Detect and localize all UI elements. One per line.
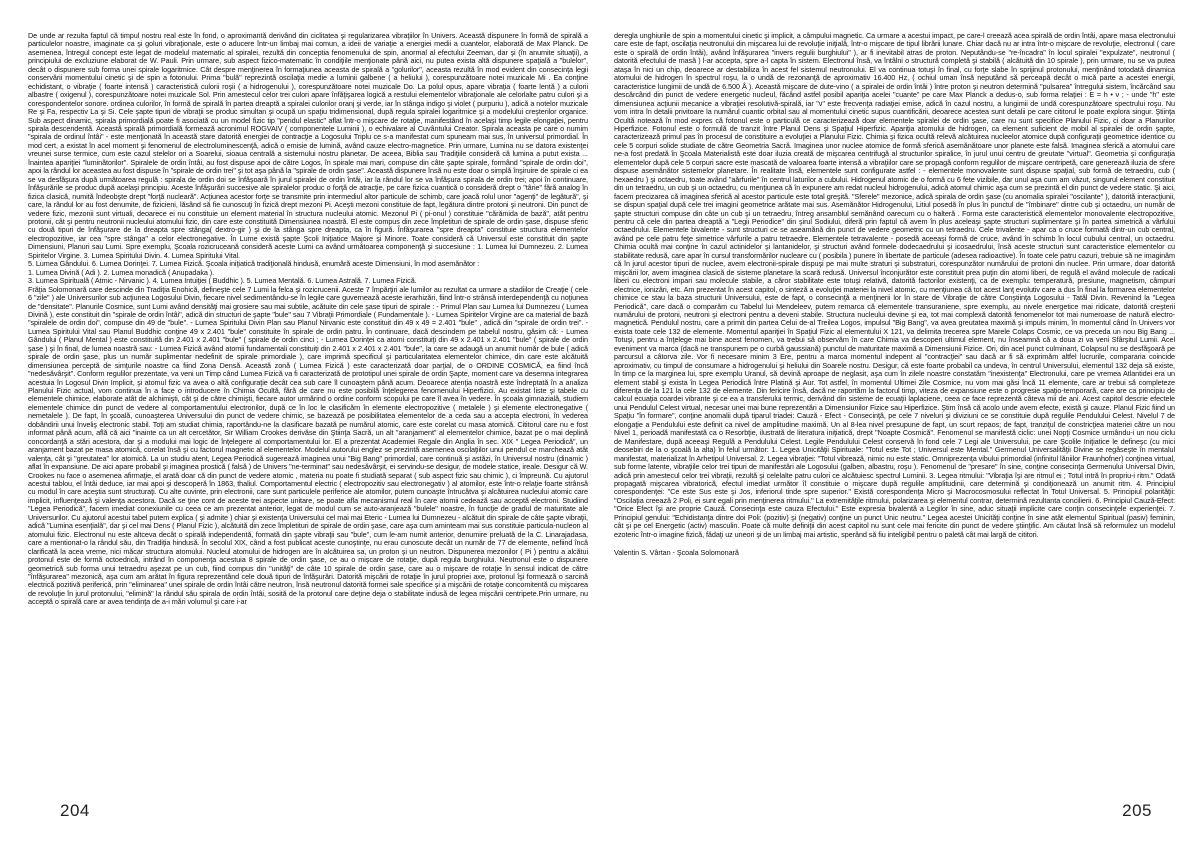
left-page-number: 204 [60,801,90,820]
left-paragraph-3: 1. Lumea Divină ( Adi ). 2. Lumea monadică ( Anupadaka ). [28,267,215,277]
left-paragraph-1: De unde ar rezulta faptul că timpul nostru real este în fond, o aproximantă derivând din ciclitatea şi regularizarea vibraţiilor în Univers. Această dispunere în formă de spirală a particulelor noastre, imaginate ca şi goluri vibraţionale, este o aducere într-un limbaj mai comun, a ideii de variaţie a energiei medii a cuantelor, elaborată de Max Planck. De asemenea, întregul concept este legat de modelul matematic al spiralei, rezultă din conceptia fenomenului de spin, anormal al efectului Zeeman, dar şi (în anumite situaţii), a principiului de excluziune elaborat de W. Pauli. Prin urmare, sub aspect fizico-matematic în condiţiile menţionate până aici, nu putea exista altă dispunere spaţială a "bulelor", decât o dispunere sub forma unei spirale logaritmice. Cât despre menţinerea în formaţiunea aceasta de spirală a "golurilor", aceasta rezultă în mod evident din consecinţa legii conservării momentului cinetic şi de spin a fotonului. Prima "bulă" reprezintă oscilaţia medie a luminii galbene ( a heliului ), corespunzătoare notei muzicale Mi . Ea conţine echidistant, o vibraţie ( foarte intensă ) caracteristică culorii roşii ( a hidrogenului ), corespunzătoare notei muzicale Do. La polul opus, apare vibraţia ( foarte lentă ) a culorii albastre ( oxigenul ), corespunzătoare notei muzicale Sol. Prin amestecul celor trei culori apare înfăţişarea logică a restului elementelor vibraţionale ale celorlalte patru culori şi a corespondentelor sonore. ordinea culorilor, în formă de spirală în partea dreaptă a spiralei culorilor oranj şi verde, iar în stânga indigo şi violet ( purpuriu ), adică a notelor muzicale Re şi Fa, respectiv La şi Si. Cele şapte tipuri de vibraţii se produc simultan şi ocupă un spaţiu tridimensional, după regula spiralei logaritmice şi a modelului creşterilor organice. Sub aspect dinamic, spirala primordială poate fi asociată cu un model fizic tip "pendul elastic" aflat într-o mişcare de rotaţie, manifestând în acelaşi timp legile elongaţiei, pentru spirala descendentă. Această spirală primordială formează acronimul ROGVAIV ( componentele Luminii ), o echivalare al Cuvântului Creator. Spirala aceasta pe care o numim "spirala de ordinul întâi" - este menţionată în această stare datorită energiei de contracţie a Logosului Triplu ce s-a manifestat cum spuneam mai sus, în universul primordial. În mod cert, a existat în acel moment şi fenomenul de electroluminescenţă, adică o emisie de lumină, având cauze electro-magnetice. Prin urmare, Lumina nu se datora existenţei vreunei surse termice, cum este cazul stelelor ori a Soarelui, sioaua centrală a sistemului nostru planetar. De aceea, Biblia sau Tradiţiile consideră că lumina a putut exista ... înaintea apariţiei "luminătorilor". Spiralele de ordin întâi, au fost dispuse apoi de către Logos, în spirale mai mari, compuse din câte şapte spirale, formând "spirale de ordin doi", apoi la rândul lor aceastea au fost dispuse în "spirale de ordin trei" şi tot aşa până la "spirale de ordin şase". Această dispunere însă nu este doar o simplă înşiruire de spirale ci ea se va desfăşura după următoarea regulă : spirala de ordin doi se înfăşoară în jurul spiralei de ordin întâi, iar la rândul lor se va înfăşura spirala de ordin trei; apoi în continuare, înfăşurările se produc după acelaşi principiu. Aceste înfăşurări succesive ale spiralelor produc o forţă de atracţie, pe care fizica cuantică o consideră drept o "târie" fără analog în fizica clasică, numită îndeobşte drept "forţă nucleară". Acţiunea acestor forţe se transmite prin intermediul altor particule de schimb, care joacă rolul unor "agenţi" de legătură", şi care, la rândul lor au fost denumite, de fizicieni, lăsând să fie cunoscuţi în fizică drept mezoni Pi. Aceşti mezoni constituie de fapt, legătura dintre protoni şi neutroni. Din punct de vedere fizic, mezonii sunt virtuali, deoarece ei nu constituie un element material în structura nucleului atomic. Mezonul Pi ( pi-onul ) constituie "cărămida de bază", atât pentru protonii, cât şi pentru neutronii nucleului atomului fizic, din care este constituită Dimensiunea noastră. El este compus din zece împletituri de spirale de ordin şase, dispuse sferic cu două tipuri de înfăşurare de la dreapta spre stânga( dextro-gir ) şi de la stânga spre dreapta, ca în figură. Înfăşurarea "spre dreapta" constituie structura elementelor electropozitive, iar cea "spre stânga" a celor electronegative. În Lume există şapte Şcoli Iniţiatice Majore şi Minore. Toate consideră că Universul este constituit din şapte Dimensiuni, Planuri sau Lumi. Spre exemplu, Şcoala rozicruceană consideră aceste Lumi ca având următoarea componenţă şi succesiune : 1. Lumea lui Dumnezeu. 2. Lumea Spiritelor Virgine. 3. Lumea Spiritului Divin. 4. Lumea Spiritului Vital. [28,32,588,260]
left-text-column [28,32,588,816]
left-paragraph-5: Frăţia Solomonară care descinde din Tradiţia Enohică, defineşte cele 7 Lumi la felca şi rozicrucenii. Aceste 7 împărţiri ale lumilor au rezultat ca urmare a stadiilor de Creaţie ( cele 6 "zile" ) ale Universurilor sub acţiunea Logosului Divin, fiecare nivel sedimentându-se în legile care guvernează aceste ierarhizări, fiind într-o strânsă interdependenţă cu noţiunea de "densitate". Planurile Cosmice, sunt Lumi având densităţi mai grosiere sau mai subtile, acătuite din cele şase tipuri de spirale : - Primul Plan sau Lumea lui Dumnezeu ( Lumea Divină ), este constituit din "spirale de ordin întâi", adică din structuri de şapte "bule" sau 7 Vibraţii Primordiale ( Fundamentale ). - Lumea Spiritelor Virgine are ca material de bază "spiralele de ordin doi", compuse din 49 de "bule". - Lumea Spiritului Divin Plan sau Planul Nirvanic este constituit din 49 x 49 = 2.401 "bule" , adică din "spirale de ordin trei". - Lumea Spiritului Vital sau Planul Buddhic conţine 49 x 2.401 "bule" constituite în spirale de ordin patru. În continuare, dacă descindem pe tabelul nostru, găsim că: - Lumea Gândului ( Planul Mental ) este constituită din 2.401 x 2.401 "bule" ( spirale de ordin cinci ; - Lumea Dorinţei ca atomi constituiţi din 49 x 2.401 x 2.401 "bule" ( spirale de ordin şase ) şi în final, de lumea noastră sau: - Lumea Fizică având atomii fundamentali constituiţi din 2.401 x 2.401 x 2.401 "bule", la care se adaugă un anumit număr de bule ( adică spirale de ordin şase, plus un număr suplimentar nedefinit de spirale primordiale ), care imprimă specificul şi particularitatea elementelor chimice, din care este alcătuită dimensiunea perceptă de simţurile noastre ca fiind Zona Densă. Această zonă ( Lumea Fizică ) este caracterizată doar parţial, de o ORDINE COSMICĂ, ea fiind încă "nedesăvârşit". Conform regulilor prezentate, va veni un Timp când Lumea Fizică va fi caracterizată de prototipul unei spirale de ordin Şapte, moment care va desemna integrarea acestuia în Logosul Divin Implicit, şi atomul fizic va avea o altă configuraţie decât cea sub care îl cunoaştem până acum. Deoarece atenţia noastră este îndreptată în a analiza Planului Fizic actual, vom continua în a face o introducere în Chimia Ocultă, fără de care nu este posibilă înţelegerea fenomenului Hiperfizici. Au existat liste şi tabele cu elementele chimice, elaborate atât de alchimişti, cât şi de către chimişti, fiecare autor urmărind o ordine conform scopului pe care îl avea în vedere. În şcoala gimnazială, studiem elementele chimice din punct de vedere al comportamentului electronilor, după ce în loc le clasificăm în elemente electropozitive ( metalele ) şi elemente electronegative ( nemetalele ). De fapt, în şcoală, cunoaşterea Universului din punct de vedere chimic, se bazează pe posibilitatea elementelor de a ceda sau a accepta electroni, în vederea dobândirii unui înveliş electronic stabil. Toţi am studiat chimia, raportându-ne la clasificare bazată pe numărul atomic, care este corelat cu masa atomică. Cititorul care nu e fost informat până acum, află că aici "inainte ca un alt cercetător, Sir William Crookes derivăse din Ştiinţa Sacră, un alt "aranjament" al elementelor chimice, bazat pe o mai deplină concordanţă a stări acestora, dar şi a modului mai logic de înţelegere al comportamentului lor. El a prezentat Academiei Regale din Anglia în sec. XIX " Legea Periodică", un aranjament bazat pe masa atomică, corelat însă şi cu factorul magnetic al elementelor. Modelul autorului englez se prezintă asemenea oscilaţiilor unui pendul ce marchează atât valenţa, cât şi "greutatea" lor atomică. La un studiu atent, Legea Periodică sugerează imaginea unui "Big Bang" primordial, care continuă şi astăzi, în Universul nostru (dinamic ) aflat în expansiune. De aici apare probabil şi imaginea prostică ( falsă ) de Univers "ne-terminat" sau nedesăvârşit, ei servindu-se desigur, de modele statice, ireale. Desigur că W. Crookes nu face o asemenea afirmaţie, el arată doar că din punct de vedere atomic , materia nu poate fi studiată separat ( sub aspect fizic sau chimic ), ci împreună. Cu ajutorul acestui tablou, el întâi deduce, iar mai apoi şi descoperă în 1863, thaliul. Comportamentul electric ( electropozitiv sau electronegativ ) al atomilor, este într-o relaţie foarte strânsă cu modul în care aceştia sunt structuraţi. Cu alte cuvinte, prin electronii, care sunt particulele periferice ale atomilor, putem cunoaşte întrucâtva şi alcătuirea nucleului atomic care implicit, influenţează şi valenţa acestora. Dacă se ţine cont de aceste trei aspecte unitare, se poate afla mecanismul real în care atomii cedează sau acceptă electroni. Studiind "Legea Periodică", facem imediat conexiunile cu ceea ce am prezentat anterior, legat de modul cum se auto-aranjează "bulele" noastre, în funcţie de gradul de maturitate ale Universurilor. Cu ajutorul acestui tabel putem explica ( şi admite ) chiar şi existenţa Universului cel mai mai Eteric - Lumea lui Dumnezeu - alcătuit din spirale de câte şapte vibraţii, adică "Lumina esenţială", dar şi cel mai Dens ( Planul Fizic ), alcătuită din zece împletituri de spirale de ordin şase, care aşa cum aminteam mai sus constituie particula-nucleon al atomului fizic. Electronul nu este altceva decât o spirală independentă, formată din şapte vibraţii sau "bule", cum le-am numit anterior, denumire preluată de la C. Linarajadasa, care a mentionat-o la rândul său, din Tradiţia hindusă. În secolul XIX, când a fost publicat aceste cunoştinţe, nu erau cunoscute decât un număr de 77 de elemente, nefiind încă clarificată la acea vreme, nici măcar structura atomului. Nucleul atomului de hidrogen are în alcătuirea sa, un proton şi un neutron. Dispunerea mezonilor ( Pi ) pentru a alcătui protonul este de formă octoedrică, intrând în componenţa acestuia 8 spirale de ordin şase, ce au o mişcare de rotaţie, după regula burghiului. Neutronul este o dispunere geometrică sub forma unui tetraedru aşezat pe un cub, fiind compus din "unităţi" de câte 10 spirale de ordin şase, care au o mişcare de rotaţie în sensul indicat de către "înfăşurarea" mezonică, aşa cum am arătat în figura reprezentând cele două tipuri de înfăşurări. Datorită mişcării de rotaţie în jurul propriei axe, protonul îşi formează o sarcină electrică pozitivă periferică, prin "eliminarea" unei spirale de ordin întâi către neutron, însă neutronul datorită formei sale specifice şi a mişcării de rotaţie concomitentă cu mişcarea de revoluţie în jurul protonului, "elimină" la rândul său spirala de ordin întâi, sosită de la protonul care deţine deja o stabilitate indusă de legea mişcării centripete.Prin urmare, nu acceptă o spirală care ar avea tendinţa de a-i mări volumul şi care i-ar [28,284,588,607]
right-text-column [614,32,1175,737]
right-page [600,0,1200,848]
author-signature: Valentin S. Vârtan - Şcoala Solomonară [614,548,739,558]
right-paragraph-1: deregla unghiurile de spin a momentului cinetic şi implicit, a câmpului magnetic. Ca urmare a acestui impact, pe care-l creează acea spirală de ordin întâi, apare masa electronului care este de fapt, oscilaţia neutronului din mişcarea lui de revoluţie iniţială, într-o mişcare de tipul librării lunare. Chiar dacă nu ar intra într-o mişcare de revoluţie, electronul ( care este o spirală de ordin întâi), având înfăşurarea "invers regulii burghiului" ), ar fi inevitabil atras de proton. Neputându-se "re-încadra" în locul spiralei "expulzate", neutronul ( datorită efectului de masă ) l-ar accepta, spre a-l capta în sistem. Electronul însă, va întâlni o structură completă şi stabilă ( alcătuită din 10 spirale ), prin urmare, nu se va putea ataşa în nici un chip, deoarece ar destabiliza în acest fel sistemul neutronului. El va continua totuşi în final, cu forţe slabe în sprijinul protonului, menţinând totodată dinamica atomului de hidrogen în spectrul roşu, la o undă de rezonanţă de aproximativ 16.400 Hz, ( ochiul uman însă neputând să perceapă decât o mică parte a acestei energii, caracteristice lungimii de undă de 6.500 Å ). Această mişcare de dute-vino ( a spiralei de ordin întâi ) între proton şi neutron determină "pulsarea" întregului sistem, încărcând sau descărcând din punct de vedere energetic nucleul, făcând astfel posibil apariţia acelei "cuante" pe care Max Planck a dedus-o, sub forma relaţiei : E = h • ν ; - unde "h" este dimensiunea acţiunii mecanice a vibraţiei resolutivă-spirală, iar "ν" este frecvenţa radiaţiei emise, adică în cazul nostru, a lungimii de undă corespunzătoare spectrului roşu. Nu vom intra în detalii privitoare la numărul cuantic orbital sau al momentului cinetic supus cuantificării, deoarece acestea sunt detalii pe care cititorul le poate explora singur. Ştiinţa Ocultă notează în mod expres că fotonul este o particulă ce caracterizează doar elementele spiralei de ordin şase, care nu sunt specifice Planului Fizic, ci doar a Planurilor Hiperfizice. Fotonul este o formulă de tranzit între Planul Dens şi Spaţiul Hiperfizic. Apariţia atomului de hidrogen, ca element suficient de mobil al spiralei de ordin şapte, caracterizează primul pas în procesul de constituire a evoluţiei a Planului Fizic. Chimia şi fizica ocultă relevă alcătuirea nucleelor atomice după configuraţii geometrice identice cu cele 5 corpuri solide studiate de către Geometria Sacră. Imaginea unor nuclee atomice de formă sferică asemănătoare unor planete este falsă. Imaginea sferică a atomului care ne-a fost predată în Şcoala Materialistă este doar iluzia creată de mişcarea centrifugă al structurilor spiralice, în jurul unui centru de greutate "virtual". Geometria şi configuraţia elementelor după cele 5 corpuri sacre este mascată de valoarea foarte intensă a vibraţiilor care se propagă conform regulilor de mişcare centripetă, care generează iluzia de sfere dispuse asemănător sistemelor planetare. În realitate însă, elementele sunt configurate astfel : - elementele monovalente sunt dispuse spaţial, sub formă de tetraedru, cub ( hexaedru ) şi octaedru, toate având "aărfurile" în centrul laturilor a cubului. Hidrogenul atomic de o formă cu 6 fete vizibile, dar unul aşa cum am văzut, singurul element constituit din un tetraedru, un cub şi un octaedru, cu menţiunea că în expunere am redat nucleul hidrogenului, adică atomul chimic aşa cum se prezintă el din punct de vedere static. Şi aici, facem precizarea că imaginea sferică al acestor particule este total greşită. "Sferele" mezonice, adică spirala de ordin şase (cu anomalia spiralei "oscilante" ), datorită interacţiunii, se dispun spaţial după cele trei imagini geometrice arătate mai sus. Asemănător Hidrogenului, Litiul posedă în plus în punctul de "îmbinare" dintre cub şi octaedru, un număr de şapte structuri compuse din câte un cub şi un tetraedru, întreg ansamblul semănând oarecum cu o halteră . Forma este caracteristică elementelor monovalente electropozitive, pentru că cele din partea dreaptă a "Legii Periodice" din şirul Sodiului, diferă prin faptul că avem în plus aceleaşi şapte structuri suplimentare şi în partea simetrică a vârfului octaedrului. Elementele bivalente - sunt structuri ce se aseamănă din punct de vedere geometric cu un tetraedru. Cele trivalente - apar ca o cruce formată dintr-un cub central, având pe cele patru feţe simetrice vârfurile a patru tetraedre. Elementele tetravalente - posedă aceeaşi formă de cruce, având în schimb în locul cubului central, un octaedru. Chimia ocultă mai conţine în cazul actinidelor şi lantanidelor, şi structuri având formele dodecaedrului şi icosaedrului, însă aceste structuri sunt caracteristice elementelor cu stabilitate redusă, care apar în cursul transformărilor nucleare cu ( posibila ) punere în libertate de particule (adesea radioactive). În toate cele patru cazuri, trebuie să ne imaginăm că în jurul acestor tipuri de nuclee, avem electronii-spirale dispuşi pe mai multe straturi şi substraturi, corespunzător numărului de protoni din nuclee. Prin urmare, doar datorită mişcării lor, avem imaginea clasică de sisteme planetare la scară redusă. Universul înconjurător este constituit prea puţin din atomi liberi, de regulă el având molecule de radicali liberi cu electroni impari sau molecule stabile, a căror stabilitate este totuşi relativă, datorită factorilor existenţi, ca de exemplu: temperatură, presiune, magnetism, câmpuri electrice, ionizări, etc. Am prezentat în acest capitol, o sinteză a evoluţiei materiei la nivel atomic, cu menţiunea că tot acest lanţ evolutiv care a dus în final la formarea elementelor chimice ce stau la baza structurii Universului, este de fapt, o consecinţă a menţinerii lor în stare de Vibraţie de către Conştiinţa Logosului - Tatăl Divin. Revenind la "Legea Periodică", care dacă o comparăm cu Tabelul lui Mendeleev, putem remarca că elementele transuraniene, spre exemplu, au nivele energetice mai ridicate, datorită creşterii numărului de protoni, neutroni şi electroni pentru a deveni stabile. Structura nucleului devine şi ea, tot mai complexă datorită fenomenelor tot mai numeroase de natură electro-magnetică. Pendulul nostru, care a primit din partea Celui de-al Treilea Logos, impulsul "Big Bang", va avea greutatea maximă şi impuls minim, în momentul când în Univers vor exista toate cele 132 de elemente. Momentul apariţiei în Spaţiul Fizic al elementului X 121, va delimita trecerea spre Marele Colaps Cosmic, ce va preceda un nou Big Bang ... Totuşi, pentru a înţelege mai bine acest fenomen, va trebui să observăm în care Chimia va descoperi ultimul element, nu înseamnă că a doua zi va veni Sfârşitul Lumii. Acel eveniment va marca (dacă ne transpunem pe o curbă gaussiană) punctul de maturitate maximă a Dimensiunii Fizice. Ori, din acel punct culminant, Colapsul nu se desfăşoară pe parcursul a câtorva zile. Vor fi necesare minim 3 Ere, pentru a marca momentul indepent al "contracţiei" sau dacă ar fi să exprimăm altfel lucrurile, compararia coincide aproximativ, cu timpul de consumare a hidrogenului şi heliului din Soarele nostru. Desigur, că este foarte probabil ca undeva, în centrul Universului, elementul 132 deja să existe, în timp ce la marginea lui, spre exemplu Uranul, să devină aproape de neglasit, aşa cum în zilele noastre constatăm "inexistenţa" Electronului, care pe vremea Atlantidei era un element stabil şi exista în Legea Periodică între Platină şi Aur. Tot astfel, în momentul Ultimei Zile Cosmice, nu vom mai găsi încă 11 elemente, care ar trebui să completeze diferenţa de la 121 la cele 132 de elemente. Din fericire însă, dacă ne raportăm la factorul timp, viteza de expansiune este o progresie spaţio-temporară, care are ca principiu de calcul ecuaţia coardei vibrante şi ce ea a transferului termic, derivând din sisteme de ecuaţii laplaciene, ceea ce face reprezentă câteva mii de ani. Acest capitol descrie efectele unui Pendulul Celest virtual, necesar unei mai bune reprezentări a Dimensiunilor Fizice sau Hiperfizice. Ştim însă că acolo unde avem efecte, există şi cauze. Planul Fizic fiind un Spaţiu "în formare", conţine anomalii după tiparul triadei: Cauză - Efect - Consecinţă, pe cele 7 niveluri şi diviziuni ce se constituie după regulile Pendulului Celest. Nivelul 7 de elongaţie a Pendulului este definit ca nivel de amplitudine maximă. Un al 8-lea nivel presupune de fapt, un scurt repaos; de fapt, tranziţul de constricţiea materiei către un nou Nivel 1, perioadă manifestată ca o Resorbţie, ilustrată de literatura iniţiatică, drept "Noapte Cosmică". Fenomenul se manifestă ciclic: unei Nopţi Cosmice urmându-i un nou ciclu de Manifestare, după aceeaşi Regulă a Pendulului Celest. Legile Pendulului Celest conservă în fond cele 7 Legi ale Universului, pe care Şcolile Iniţiatice le defineşc (cu mici deosebiri de la o şcoală la alta) în felul următor: 1. Legea Unicităţii Spirituale: "Totul este Tot ; Universul este Mental." Germenul Universalităţii Divine se regăseşte în mentalul manifestat, materializat în Arhetipul Universal. 2. Legea vibraţiei: "Totul vibrează, nimic nu este static. Omniprezenţa vibului primordial (infinitul lăniilor Fraunhofner) conţinea virtual, sub forme latente, vibraţiile celor trei tipuri de manifestări ale Logosului (galben, albastru, roşu ). Fenomenul de "presare" în sine, conţine consecinţa Germenului Universal Divin, adică prin amestecul celor trei vibraţii, rezultă şi celelalte patru culori ce alcătuiesc spectrul Luminii. 3. Legea ritmului: "Vibraţia îşi are ritmul ei ; Totul intră în propriu-i ritm." Odată propagată mişcarea vibratorică, efectul imediat următor îl constituie o mişcare după regulile amplitudinii, care determină şi condiţionează un anumit ritm. 4. Principiul corespondenţei: "Ce este Sus este şi Jos, inferiorul tinde spre superior." Există corespondenţa Micro şi Macrocosmosului reflectat în Totul Universal. 5. Principiul polarităţii: "Oscilaţia creează 2 Poli, ei sunt egali prin menţinerea ritmului." La extremităţile ritmului, polarizarea şi elementul contrar, determină rezultanta concilierii. 6. Principiul Cauză-Efect: "Orice Efect îşi are proprie Cauză. Consecinţa este cauza Efectului." Este expresia bivalentă a Legilor în sine, aduc situaţii implicite care conţin consecinţele experienţei. 7. Principiul genului: "Echidistanţa dintre doi Poli: (pozitiv) şi (negativ) conţine un punct Unic neutru." Legea acestei Unicităţi conţine în sine atât elementul Spiritual (pasiv) feminin, cât şi pe cel Energetic (activ) masculin. Poate că multe definiţii din acest capitol nu sunt cele mai fericite din punct de vedere ştiinţific. Am căutat însă să reformulez un modelul ezoteric într-o imagine fizică, fădaţi uz uneori şi de un limbaj mai artistic, sperând să fiu inteligibil pentru o paletă cât mai largă de cititori. [614,32,1175,539]
left-paragraph-2: 5. Lumea Gândului. 6. Lumea Dorinţei. 7. Lumea Fizică. Şcoala iniţiatică tradiţională hindusă, enumără aceste Dimensiuni, în mod asemănător : [28,259,480,269]
left-paragraph-4: 3. Lumea Spirituală ( Atmic - Nirvanic ). 4. Lumea Intuiţiei ( Buddhic ). 5. Lumea Mentală. 6. Lumea Astrală. 7. Lumea Fizică. [28,276,417,286]
right-page-number: 205 [1122,801,1152,820]
